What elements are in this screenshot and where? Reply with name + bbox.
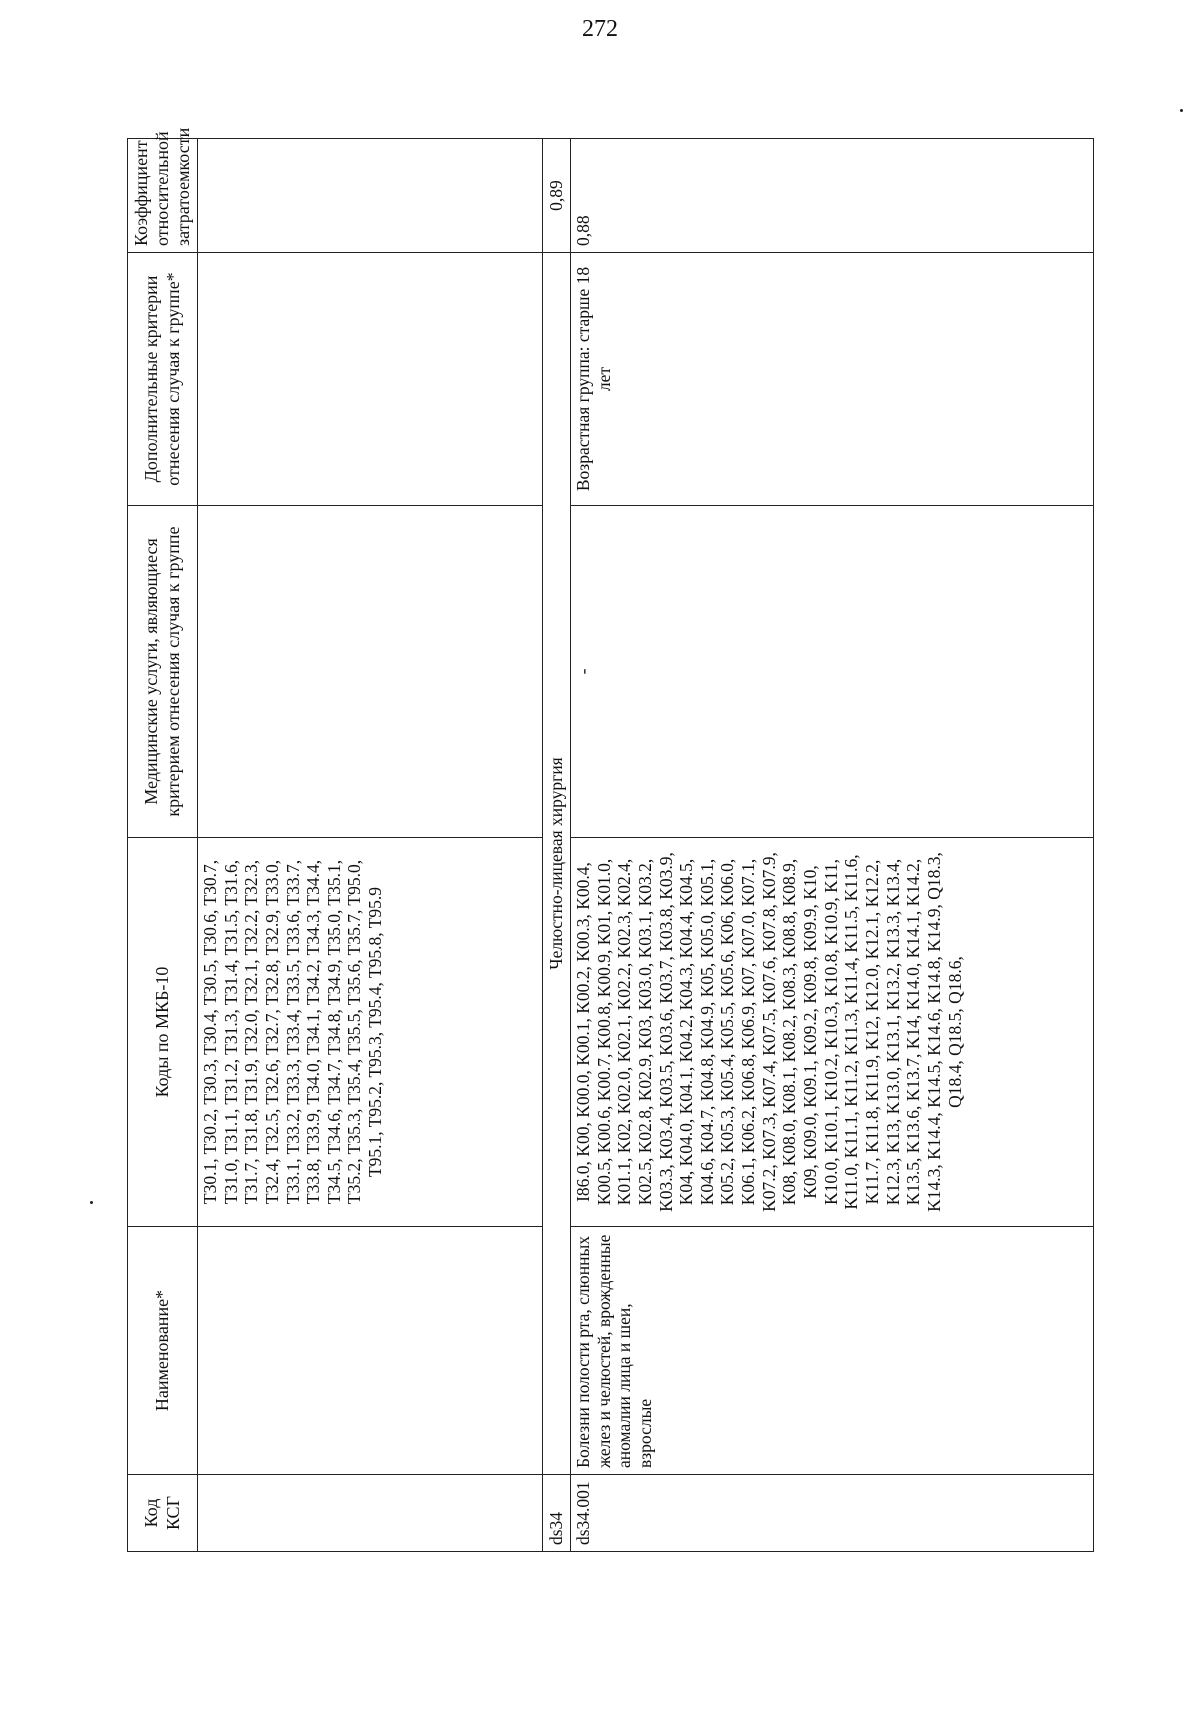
cell-mkb-codes: T30.1, T30.2, T30.3, T30.4, T30.5, T30.6, T30.7, T31.0, T31.1, T31.2, T31.3, T31.4, T31.5, T31.6, T31.7, T31.8, T31.9, T32.0, T32.1, T32.2, T32.3, T32.4, T32.5, T32.6, T32.7, T32.8, T32.9, T33.0, T33.1, T33.2, T33.3, T33.4, T33.5, T33.6, T33.7, T33.8, T33.9, T34.0, T34.1, T34.2, T34.3, T34.4, T34.5, T34.6, T34.7, T34.8, T34.9, T35.0, T35.1, T35.2, T35.3, T35.4, T35.5, T35.6, T35.7, T95.0, T95.1, T95.2, T95.3, T95.4, T95.8, T95.9 bbox=[198, 838, 543, 1227]
section-code: ds34 bbox=[543, 1475, 571, 1552]
rotated-table-container bbox=[127, 127, 1094, 1552]
cell-criteria bbox=[198, 253, 543, 506]
cell-services bbox=[198, 506, 543, 838]
table-row bbox=[571, 139, 1094, 1552]
scan-speck bbox=[1180, 109, 1183, 112]
ksg-table bbox=[127, 127, 1094, 1552]
section-row bbox=[543, 139, 571, 1552]
page-number: 272 bbox=[582, 16, 618, 42]
table-row bbox=[198, 139, 543, 1552]
header-mkb: Коды по МКБ-10 bbox=[128, 838, 198, 1227]
cell-name: Болезни полости рта, слюнных желез и челюстей, врожденные аномалии лица и шеи, взрослые bbox=[571, 1227, 1094, 1475]
section-coef: 0,89 bbox=[543, 139, 571, 253]
cell-mkb-codes: I86.0, K00, K00.0, K00.1, K00.2, K00.3, K00.4, K00.5, K00.6, K00.7, K00.8, K00.9, K01, K01.0, K01.1, K02, K02.0, K02.1, K02.2, K02.3, K02.4, K02.5, K02.8, K02.9, K03, K03.0, K03.1, K03.2, K03.3, K03.4, K03.5, K03.6, K03.7, K03.8, K03.9, K04, K04.0, K04.1, K04.2, K04.3, K04.4, K04.5, K04.6, K04.7, K04.8, K04.9, K05, K05.0, K05.1, K05.2, K05.3, K05.4, K05.5, K05.6, K06, K06.0, K06.1, K06.2, K06.8, K06.9, K07, K07.0, K07.1, K07.2, K07.3, K07.4, K07.5, K07.6, K07.8, K07.9, K08, K08.0, K08.1, K08.2, K08.3, K08.8, K08.9, K09, K09.0, K09.1, K09.2, K09.8, K09.9, K10, K10.0, K10.1, K10.2, K10.3, K10.8, K10.9, K11, K11.0, K11.1, K11.2, K11.3, K11.4, K11.5, K11.6, K11.7, K11.8, K11.9, K12, K12.0, K12.1, K12.2, K12.3, K13, K13.0, K13.1, K13.2, K13.3, K13.4, K13.5, K13.6, K13.7, K14, K14.0, K14.1, K14.2, K14.3, K14.4, K14.5, K14.6, K14.8, K14.9, Q18.3, Q18.4, Q18.5, Q18.6, bbox=[571, 838, 1094, 1227]
section-title: Челюстно-лицевая хирургия bbox=[543, 253, 571, 1475]
cell-name bbox=[198, 1227, 543, 1475]
cell-services: - bbox=[571, 506, 1094, 838]
header-coef: Коэффициент относительной затратоемкости bbox=[128, 139, 198, 253]
scan-speck bbox=[90, 1201, 93, 1204]
cell-coef bbox=[198, 139, 543, 253]
header-criteria: Дополнительные критерии отнесения случая к группе* bbox=[128, 253, 198, 506]
header-services: Медицинские услуги, являющиеся критерием отнесения случая к группе bbox=[128, 506, 198, 838]
cell-criteria: Возрастная группа: старше 18 лет bbox=[571, 253, 1094, 506]
cell-coef: 0,88 bbox=[571, 139, 1094, 253]
cell-code bbox=[198, 1475, 543, 1552]
cell-code: ds34.001 bbox=[571, 1475, 1094, 1552]
header-name: Наименование* bbox=[128, 1227, 198, 1475]
table-header-row bbox=[128, 139, 198, 1552]
header-code: Код КСГ bbox=[128, 1475, 198, 1552]
